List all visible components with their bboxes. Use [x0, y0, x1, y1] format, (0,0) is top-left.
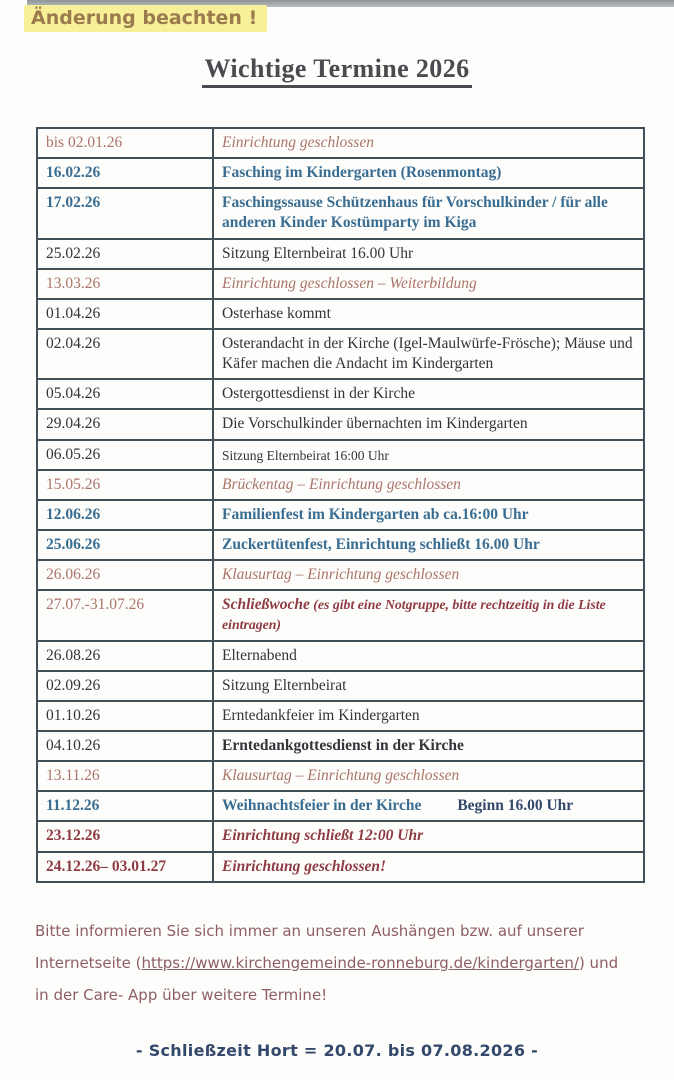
event-text: Erntedankfeier im Kindergarten: [222, 706, 420, 724]
event-text: Einrichtung geschlossen: [222, 134, 374, 151]
footer-line-2: [35, 947, 660, 979]
footer-line2-suffix: ) und: [578, 954, 619, 972]
event-text: Klausurtag – Einrichtung geschlossen: [222, 566, 460, 584]
website-link[interactable]: https://www.kirchengemeinde-ronneburg.de/kindergarten/: [141, 954, 579, 972]
footer-line-1: Bitte informieren Sie sich immer an unseren Aushängen bzw. auf unserer: [35, 922, 584, 940]
event-note: (es gibt eine Notgruppe, bitte rechtzeitig in die Liste eintragen): [222, 597, 606, 633]
table-row: [37, 701, 644, 731]
table-row: [37, 821, 644, 851]
table-row: [37, 641, 644, 671]
date-cell: 25.06.26: [37, 530, 213, 560]
event-cell: [213, 188, 644, 238]
event-cell: [213, 299, 644, 329]
table-row: [37, 379, 644, 409]
event-cell: [213, 641, 644, 671]
event-cell: [213, 379, 644, 409]
date-cell: 05.04.26: [37, 379, 213, 409]
event-text: Ostergottesdienst in der Kirche: [222, 385, 415, 403]
event-text: Fasching im Kindergarten (Rosenmontag): [222, 164, 502, 182]
event-text: Weihnachtsfeier in der Kirche: [222, 797, 422, 815]
footer-line2-prefix: Internetseite (: [35, 954, 142, 972]
event-cell: [213, 158, 644, 188]
table-row: [37, 299, 644, 329]
date-cell: 16.02.26: [37, 158, 213, 188]
event-cell: [213, 500, 644, 530]
date-cell: 01.10.26: [37, 701, 213, 731]
event-cell: [213, 239, 644, 269]
event-text: Elternabend: [222, 646, 297, 664]
event-text: Klausurtag – Einrichtung geschlossen: [222, 767, 460, 785]
footer-note: [35, 915, 660, 1011]
footer-line-3: in der Care- App über weitere Termine!: [35, 986, 328, 1004]
date-cell: 13.03.26: [37, 269, 213, 299]
date-cell: 29.04.26: [37, 409, 213, 439]
event-cell: [213, 852, 644, 882]
date-cell: 24.12.26– 03.01.27: [37, 852, 213, 882]
event-cell: [213, 269, 644, 299]
event-text: Brückentag – Einrichtung geschlossen: [222, 475, 461, 493]
event-cell: [213, 470, 644, 500]
table-row: [37, 560, 644, 590]
table-row: [37, 761, 644, 791]
event-extra-text: Beginn 16.00 Uhr: [457, 797, 574, 815]
table-row: [37, 128, 644, 158]
date-cell: 04.10.26: [37, 731, 213, 761]
table-row: [37, 269, 644, 299]
date-cell: 02.04.26: [37, 329, 213, 379]
event-text: Sitzung Elternbeirat 16:00 Uhr: [222, 447, 389, 463]
date-cell: 23.12.26: [37, 821, 213, 851]
event-text: Osterhase kommt: [222, 304, 331, 322]
table-row: [37, 590, 644, 640]
event-text: Einrichtung geschlossen – Weiterbildung: [222, 274, 477, 292]
event-text: Zuckertütenfest, Einrichtung schließt 16.00 Uhr: [222, 535, 540, 553]
date-cell: 26.08.26: [37, 641, 213, 671]
date-cell: 25.02.26: [37, 239, 213, 269]
date-cell: 11.12.26: [37, 791, 213, 821]
table-row: [37, 239, 644, 269]
schedule-table-body: [37, 128, 644, 882]
date-cell: 17.02.26: [37, 188, 213, 238]
date-cell: 06.05.26: [37, 440, 213, 470]
table-row: [37, 791, 644, 821]
event-cell: [213, 440, 644, 470]
notice-banner: [24, 5, 267, 32]
table-row: [37, 731, 644, 761]
table-row: [37, 329, 644, 379]
event-cell: [213, 731, 644, 761]
event-text: Faschingssause Schützenhaus für Vorschulkinder / für alle anderen Kinder Kostümparty im Kiga: [222, 194, 608, 232]
event-cell: [213, 409, 644, 439]
event-text: Sitzung Elternbeirat: [222, 676, 347, 694]
event-text: Familienfest im Kindergarten ab ca.16:00 Uhr: [222, 505, 529, 523]
event-text: Erntedankgottesdienst in der Kirche: [222, 736, 464, 754]
date-cell: 02.09.26: [37, 671, 213, 701]
table-row: [37, 188, 644, 238]
hort-closure-note: - Schließzeit Hort = 20.07. bis 07.08.2026 -: [135, 1041, 539, 1060]
schedule-table: [36, 127, 645, 883]
date-cell: 26.06.26: [37, 560, 213, 590]
event-cell: [213, 530, 644, 560]
date-cell: 12.06.26: [37, 500, 213, 530]
event-cell: [213, 701, 644, 731]
table-row: [37, 409, 644, 439]
event-cell: [213, 590, 644, 640]
date-cell: 15.05.26: [37, 470, 213, 500]
event-text: Die Vorschulkinder übernachten im Kindergarten: [222, 415, 528, 433]
event-cell: [213, 128, 644, 158]
event-cell: [213, 671, 644, 701]
page-title: Wichtige Termine 2026: [202, 54, 471, 88]
event-text: Einrichtung geschlossen!: [222, 857, 387, 875]
table-row: [37, 470, 644, 500]
date-cell: 13.11.26: [37, 761, 213, 791]
event-text: Sitzung Elternbeirat 16.00 Uhr: [222, 244, 414, 262]
date-cell: 01.04.26: [37, 299, 213, 329]
title-container: [0, 54, 674, 88]
table-row: [37, 440, 644, 470]
table-row: [37, 530, 644, 560]
table-row: [37, 852, 644, 882]
event-text: Osterandacht in der Kirche (Igel-Maulwürfe-Frösche); Mäuse und Käfer machen die Andacht im Kindergarten: [222, 334, 633, 373]
notice-text: Änderung beachten !: [31, 7, 258, 29]
date-cell: bis 02.01.26: [37, 128, 213, 158]
date-cell: 27.07.-31.07.26: [37, 590, 213, 640]
table-row: [37, 158, 644, 188]
event-cell: [213, 329, 644, 379]
table-row: [37, 671, 644, 701]
event-cell: [213, 791, 644, 821]
event-cell: [213, 821, 644, 851]
event-text: Schließwoche: [222, 596, 310, 614]
table-row: [37, 500, 644, 530]
event-text: Einrichtung schließt 12:00 Uhr: [222, 827, 424, 845]
event-cell: [213, 560, 644, 590]
event-cell: [213, 761, 644, 791]
